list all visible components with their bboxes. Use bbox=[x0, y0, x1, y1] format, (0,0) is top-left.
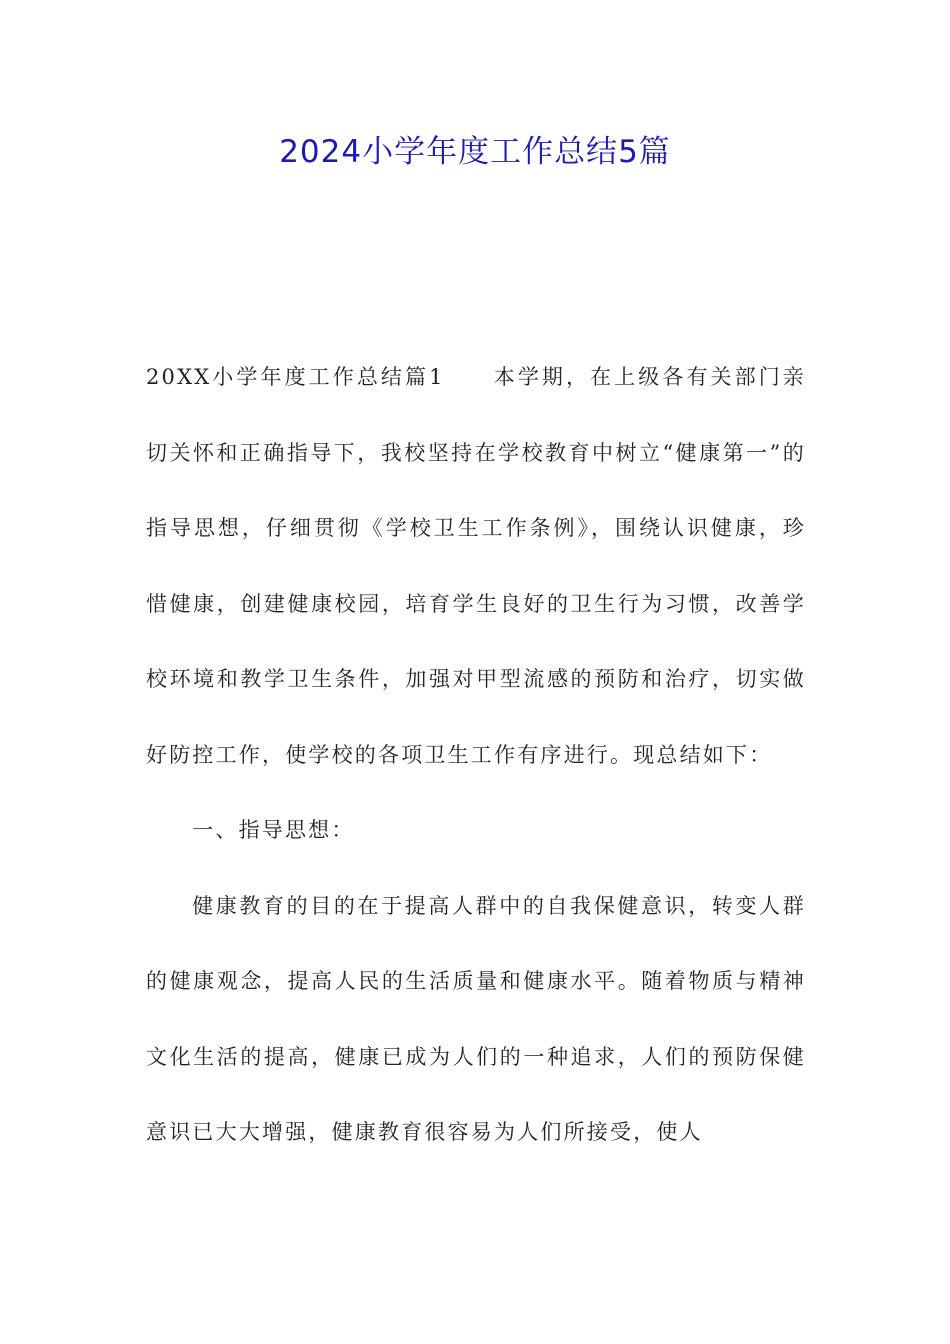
document-title: 2024小学年度工作总结5篇 bbox=[279, 134, 671, 170]
section-heading-guiding-thought: 一、指导思想： bbox=[192, 818, 355, 842]
document-body bbox=[146, 340, 806, 1171]
paragraph-health-education: 健康教育的目的在于提高人群中的自我保健意识，转变人群的健康观念，提高人民的生活质量和健康水平。随着物质与精神文化生活的提高，健康已成为人们的一种追求，人们的预防保健意识已大大增强，健康教育很容易为人们所接受，使人 bbox=[146, 893, 806, 1144]
paragraph-intro: 20XX小学年度工作总结篇1 本学期，在上级各有关部门亲切关怀和正确指导下，我校坚持在学校教育中树立“健康第一”的指导思想，仔细贯彻《学校卫生工作条例》，围绕认识健康，珍惜健康，创建健康校园，培育学生良好的卫生行为习惯，改善学校环境和教学卫生条件，加强对甲型流感的预防和治疗，切实做好防控工作，使学校的各项卫生工作有序进行。现总结如下： bbox=[146, 365, 806, 767]
